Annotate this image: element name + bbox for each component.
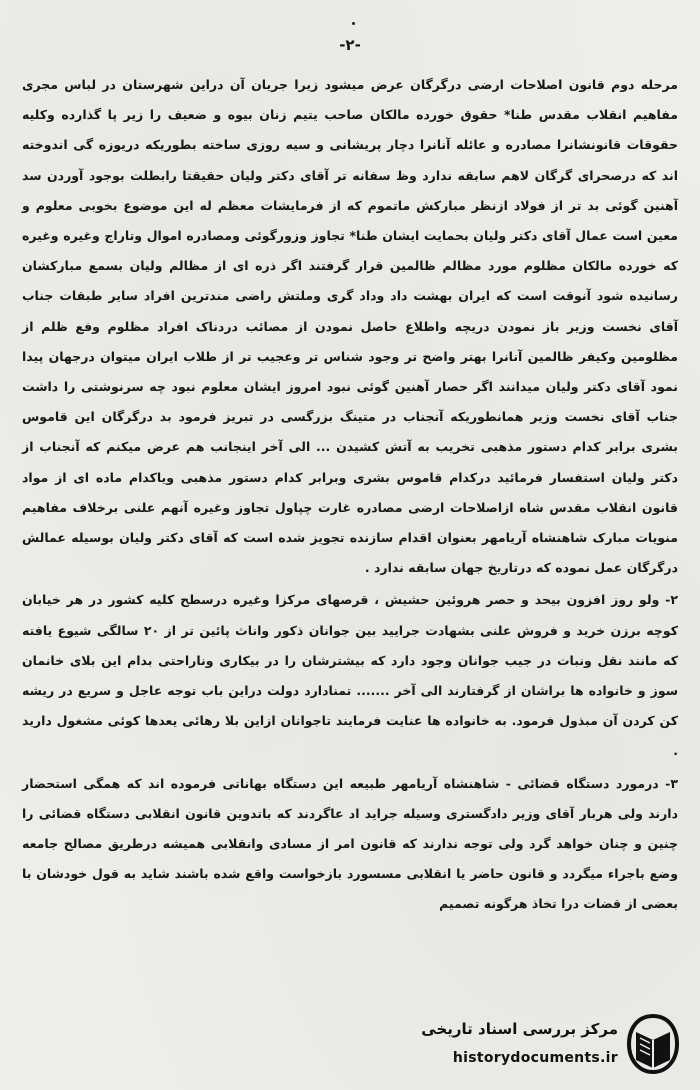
top-dot [352,22,355,25]
paragraph-1: مرحله دوم قانون اصلاحات ارضی درگرگان عرض میشود زیرا جریان آن دراین شهرستان در لباس مجری مفاهیم انقلاب مقدس طنا* حقوق خورده مالکان صاحب یتیم زنان بیوه و ضعیف را زیر پا گذارده وکلیه حقوقات قانونشانرا مصادره و عائله آنانرا دچار پریشانی و سیه روزی ساخته بطوریکه دریوزه گی اندوخته اند که درصحرای گرگان لاهم سابقه ندارد وظ سفانه تر آقای دکتر ولیان حقیقتا رابطلت بوجود آوردن سد آهنین گوئی بد تر از فولاد ازنظر مبارکش ماتموم که از فرمایشات معظم له این موضوع بخوبی معلوم و معین است عمال آقای دکتر ولیان بحمایت ایشان طنا* تجاوز وزورگوئی ومصادره اموال وتاراج وغیره وغیره که خورده مالکان مظلوم مورد مظالم ظالمین قرار گرفتند اگر ذره ای از مظالم ولیان بسمع مبارکشان رسانیده شود آنوقت است که ایران بهشت داد وداد گری وملتش راضی مندترین افراد سایر طبقات جناب آقای نخست وزیر باز نمودن دریچه واطلاع حاصل نمودن از مصائب دردناک افراد مظلوم وفع ظلم از مظلومین وکیفر ظالمین آنانرا بهتر واضح تر وجود شناس تر وعجیب تر از طلاب ایران میتوان درجهان پیدا نمود آقای دکتر ولیان میدانند اگر حصار آهنین گوئی نبود امروز ایشان معلوم نبود چه سرنوشتی را داشت جناب آقای نخست وزیر همانطوریکه آنجناب در متینگ بزرگسی در تبریز فرمود بد درگرگان این قاموس بشری برابر کدام دستور مذهبی تخریب به آتش کشیدن ... الی آخر اینجانب هم عرض میکنم که آنجناب از دکتر ولیان استفسار فرمائید درکدام قاموس بشری وبرابر کدام دستور مذهبی ویاکدام ماده ای از مواد قانون انقلاب مقدس شاه ازاصلاحات ارضی مصادره غارت چپاول تجاوز وغیره آنهم علنی برخلاف مفاهیم منویات مبارک شاهنشاه آریامهر بعنوان اقدام سازنده تجویز شده است که آقای دکتر ولیان بوسیله عمالش درگرگان عمل نموده که درتاریخ جهان سابقه ندارد . [22,77,678,576]
paragraph-2: ۲- ولو روز افزون بیحد و حصر هروئین حشیش ، قرصهای مرکزا وغیره درسطح کلیه کشور در هر خیابان کوچه برزن خرید و فروش علنی بشهادت جرایید بین جوانان ذکور واناث پائین تر از ۲۰ سالگی شیوع یافته که مانند نقل ونبات در جیب جوانان وجود دارد که بیشترشان را در بیکاری وناراحتی بدام این بلای خانمان سوز و خانواده ها براشان از گرفتارند الی آخر ....... تمنادارد دولت دراین باب توجه عاجل و سریع در ریشه کن کردن آن مبذول فرمود. به خانواده ها عنایت فرمایند تاجوانان ازاین بلا رهائی یعدها کوئی مشغول دارید . [22,592,678,759]
letter-body [22,70,678,920]
watermark-title: مرکز بررسی اسناد تاریخی [421,1020,618,1038]
book-emblem-icon [626,1014,680,1074]
watermark [408,1010,688,1082]
watermark-url: historydocuments.ir [452,1050,618,1066]
page-number: -۲- [339,36,361,54]
paragraph-3: ۳- درمورد دستگاه قضائی - شاهنشاه آریامهر طبیعه این دستگاه بهاناتی فرموده اند که همگی استحضار دارند ولی هربار آقای وزیر دادگستری وسیله جراید اد عاگردند که باتدوین قانون انقلابی دستگاه قضائی را چنین و چنان خواهد گرد ولی توجه ندارند که قانون امر از مسادی وانقلابی همیشه درطریق مصالح جامعه وضع باجراء میگردد و قانون حاضر یا انقلابی مسسورد بازخواست واقع شده باشند شاید به قول خودشان با بعضی از قضات درا تخاذ هرگونه تصمیم [22,775,678,912]
